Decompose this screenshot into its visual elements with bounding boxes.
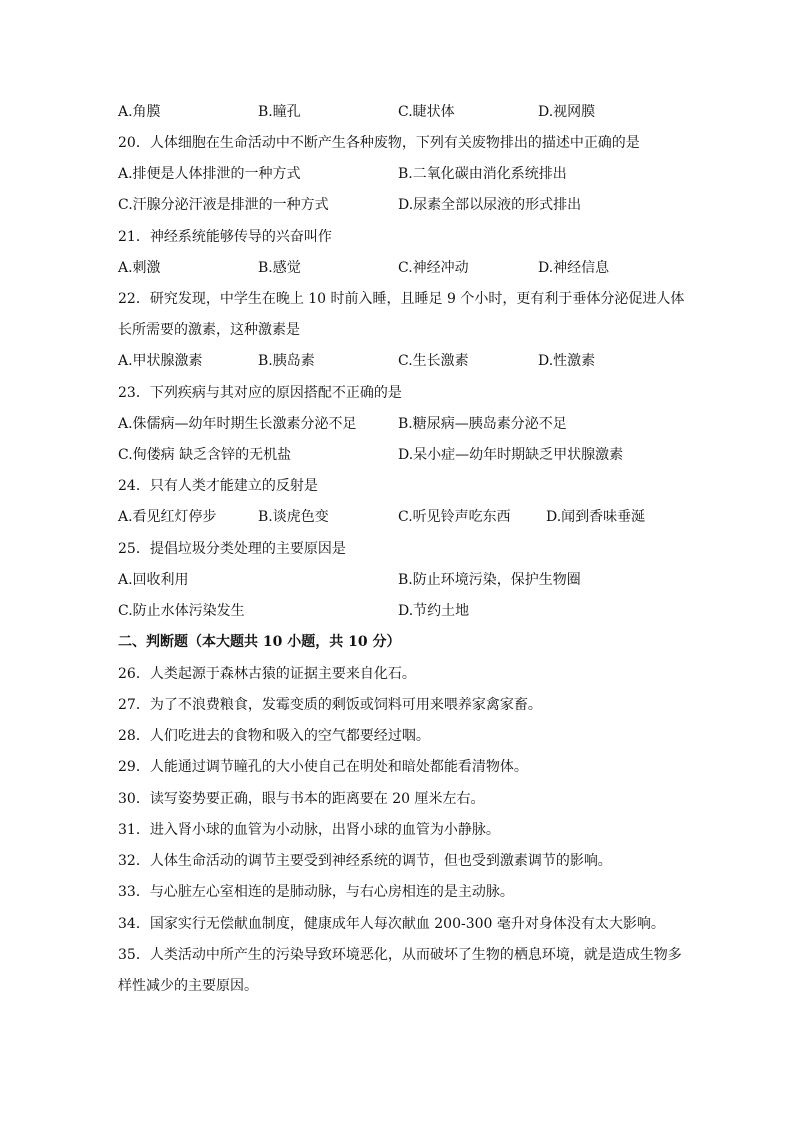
section-heading: 二、判断题（本大题共 10 小题，共 10 分） xyxy=(118,634,401,650)
q23-stem: 23．下列疾病与其对应的原因搭配不正确的是 xyxy=(118,385,402,401)
q24-options xyxy=(118,507,688,527)
q24-option-a: A.看见红灯停步 xyxy=(118,509,217,525)
q20-option-b: B.二氧化碳由消化系统排出 xyxy=(398,166,567,182)
q23-options-row1 xyxy=(118,414,688,434)
q25-options-row2 xyxy=(118,601,688,621)
q22-option-a: A.甲状腺激素 xyxy=(118,353,203,369)
q21-option-b: B.感觉 xyxy=(258,260,301,276)
q19-option-b: B.瞳孔 xyxy=(258,104,301,120)
q24-option-d: D.闻到香味垂涎 xyxy=(546,509,646,525)
q20-option-c: C.汗腺分泌汗液是排泄的一种方式 xyxy=(118,197,329,213)
q24-stem: 24．只有人类才能建立的反射是 xyxy=(118,478,318,494)
judgment-item: 32．人体生命活动的调节主要受到神经系统的调节，但也受到激素调节的影响。 xyxy=(118,853,612,869)
q22-stem-line2: 长所需要的激素，这种激素是 xyxy=(118,322,300,338)
q24-option-b: B.谈虎色变 xyxy=(258,509,329,525)
q22-stem-line1: 22．研究发现，中学生在晚上 10 时前入睡，且睡足 9 个小时，更有利于垂体分泌促进人体 xyxy=(118,291,685,307)
q22-option-b: B.胰岛素 xyxy=(258,353,315,369)
judgment-item-35-line1: 35．人类活动中所产生的污染导致环境恶化，从而破坏了生物的栖息环境，就是造成生物多 xyxy=(118,947,682,963)
q20-options-row2 xyxy=(118,195,688,215)
q19-option-d: D.视网膜 xyxy=(538,104,596,120)
q20-options-row1 xyxy=(118,164,688,184)
judgment-item: 33．与心脏左心室相连的是肺动脉，与右心房相连的是主动脉。 xyxy=(118,884,514,900)
judgment-item: 26．人类起源于森林古猿的证据主要来自化石。 xyxy=(118,666,416,682)
q23-option-b: B.糖尿病—胰岛素分泌不足 xyxy=(398,416,567,432)
q23-option-c: C.佝偻病 缺乏含锌的无机盐 xyxy=(118,447,292,463)
q19-option-a: A.角膜 xyxy=(118,104,161,120)
q25-stem: 25．提倡垃圾分类处理的主要原因是 xyxy=(118,541,346,557)
q21-stem: 21．神经系统能够传导的兴奋叫作 xyxy=(118,229,332,245)
judgment-item: 29．人能通过调节瞳孔的大小使自己在明处和暗处都能看清物体。 xyxy=(118,759,528,775)
q23-option-a: A.侏儒病—幼年时期生长激素分泌不足 xyxy=(118,416,357,432)
judgment-item: 27．为了不浪费粮食，发霉变质的剩饭或饲料可用来喂养家禽家畜。 xyxy=(118,697,542,713)
q25-option-c: C.防止水体污染发生 xyxy=(118,603,245,619)
q20-stem: 20．人体细胞在生命活动中不断产生各种废物，下列有关废物排出的描述中正确的是 xyxy=(118,135,640,151)
q21-options xyxy=(118,258,688,278)
q19-options xyxy=(118,102,688,122)
q21-option-a: A.刺激 xyxy=(118,260,161,276)
judgment-item: 30．读写姿势要正确，眼与书本的距离要在 20 厘米左右。 xyxy=(118,791,485,807)
q25-option-a: A.回收利用 xyxy=(118,572,189,588)
q23-option-d: D.呆小症—幼年时期缺乏甲状腺激素 xyxy=(398,447,624,463)
judgment-item: 28．人们吃进去的食物和吸入的空气都要经过咽。 xyxy=(118,728,430,744)
q22-option-d: D.性激素 xyxy=(538,353,596,369)
q23-options-row2 xyxy=(118,445,688,465)
q20-option-d: D.尿素全部以尿液的形式排出 xyxy=(398,197,582,213)
q20-option-a: A.排便是人体排泄的一种方式 xyxy=(118,166,301,182)
judgment-item: 34．国家实行无偿献血制度，健康成年人每次献血 200-300 毫升对身体没有太大影响。 xyxy=(118,916,665,932)
q25-option-b: B.防止环境污染，保护生物圈 xyxy=(398,572,581,588)
q19-option-c: C.睫状体 xyxy=(398,104,455,120)
q22-option-c: C.生长激素 xyxy=(398,353,469,369)
q25-option-d: D.节约土地 xyxy=(398,603,470,619)
judgment-item: 31．进入肾小球的血管为小动脉，出肾小球的血管为小静脉。 xyxy=(118,822,500,838)
q21-option-d: D.神经信息 xyxy=(538,260,610,276)
q21-option-c: C.神经冲动 xyxy=(398,260,469,276)
judgment-item-35-line2: 样性减少的主要原因。 xyxy=(118,978,258,994)
q25-options-row1 xyxy=(118,570,688,590)
q24-option-c: C.听见铃声吃东西 xyxy=(398,509,511,525)
q22-options xyxy=(118,351,688,371)
